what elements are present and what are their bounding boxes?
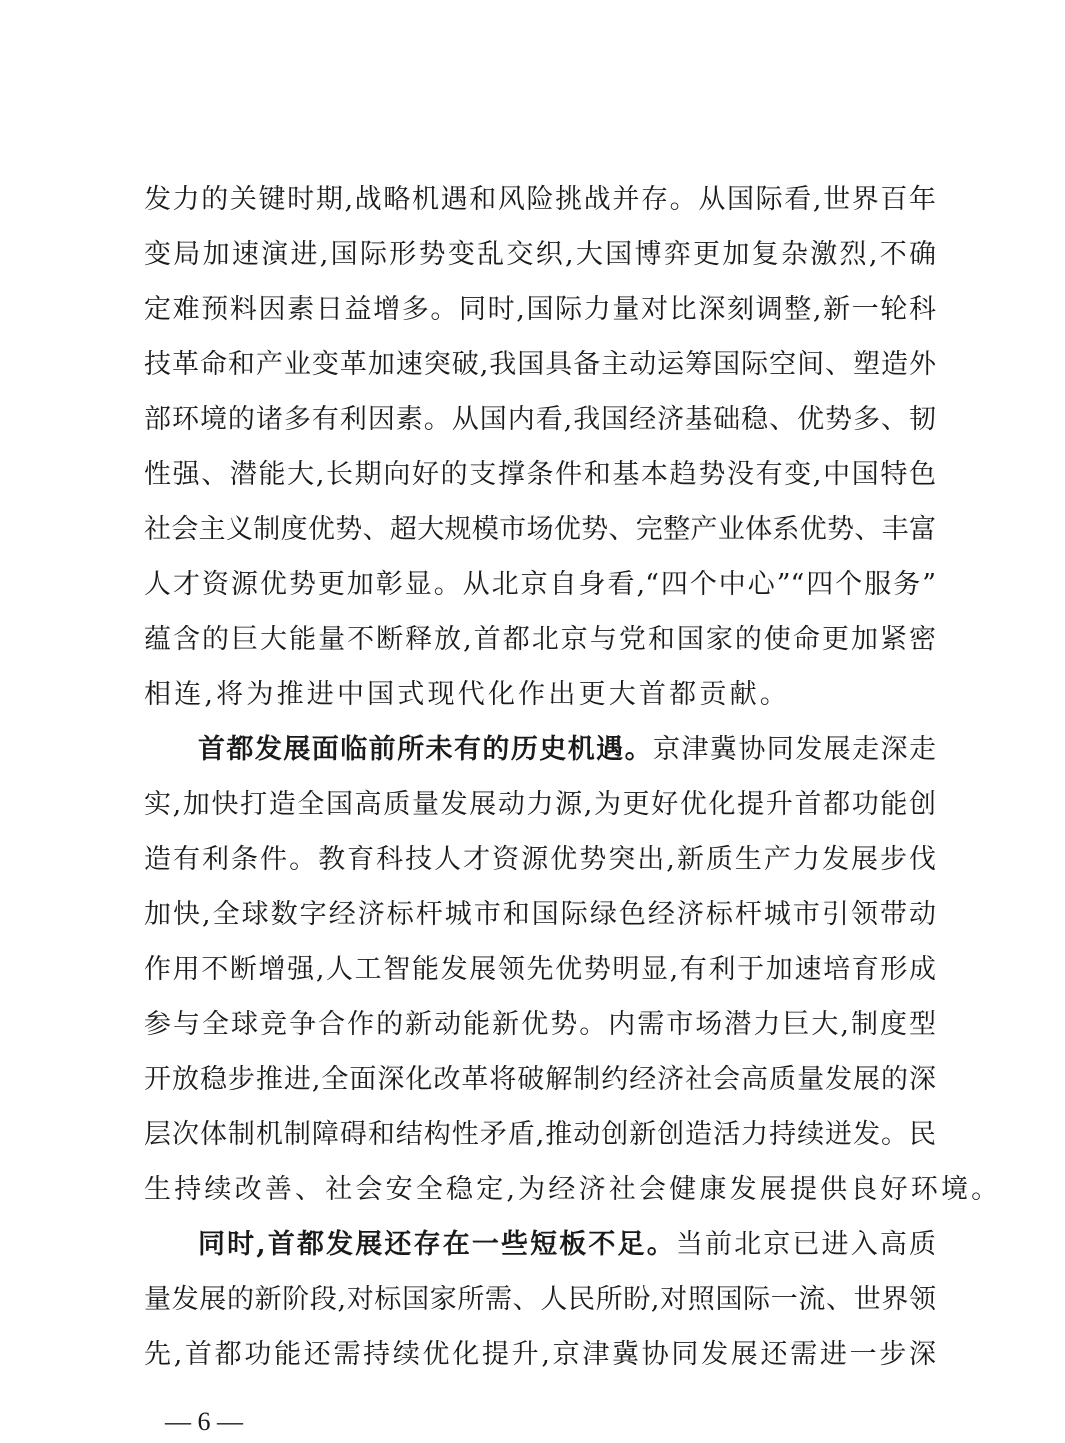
text-line: 技革命和产业变革加速突破,我国具备主动运筹国际空间、塑造外 bbox=[144, 349, 936, 380]
text-line: 开放稳步推进,全面深化改革将破解制约经济社会高质量发展的深 bbox=[144, 1064, 936, 1095]
text-line: 先,首都功能还需持续优化提升,京津冀协同发展还需进一步深 bbox=[144, 1339, 936, 1370]
text-line: 生持续改善、社会安全稳定,为经济社会健康发展提供良好环境。 bbox=[144, 1174, 1002, 1205]
text-line: 部环境的诸多有利因素。从国内看,我国经济基础稳、优势多、韧 bbox=[144, 404, 936, 435]
text-line: 性强、潜能大,长期向好的支撑条件和基本趋势没有变,中国特色 bbox=[144, 459, 936, 490]
text-line: 实,加快打造全国高质量发展动力源,为更好优化提升首都功能创 bbox=[144, 789, 936, 820]
text-line: 社会主义制度优势、超大规模市场优势、完整产业体系优势、丰富 bbox=[144, 514, 936, 545]
text-line: 变局加速演进,国际形势变乱交织,大国博弈更加复杂激烈,不确 bbox=[144, 239, 936, 270]
page-number: — 6 — bbox=[165, 1407, 243, 1436]
text-line: 参与全球竞争合作的新动能新优势。内需市场潜力巨大,制度型 bbox=[144, 1009, 936, 1040]
text-line: 量发展的新阶段,对标国家所需、人民所盼,对照国际一流、世界领 bbox=[144, 1284, 936, 1315]
text-line: 蕴含的巨大能量不断释放,首都北京与党和国家的使命更加紧密 bbox=[144, 624, 936, 655]
text-line: 相连,将为推进中国式现代化作出更大首都贡献。 bbox=[144, 679, 790, 710]
text-line: 造有利条件。教育科技人才资源优势突出,新质生产力发展步伐 bbox=[144, 844, 936, 875]
text-line: 发力的关键时期,战略机遇和风险挑战并存。从国际看,世界百年 bbox=[144, 184, 936, 215]
text-line: 层次体制机制障碍和结构性矛盾,推动创新创造活力持续迸发。民 bbox=[144, 1119, 936, 1150]
text-line: 加快,全球数字经济标杆城市和国际绿色经济标杆城市引领带动 bbox=[144, 899, 936, 930]
text-line: 人才资源优势更加彰显。从北京自身看,“四个中心”“四个服务” bbox=[144, 569, 936, 600]
paragraph-lead-sentence: 同时,首都发展还存在一些短板不足。 bbox=[198, 1229, 676, 1260]
paragraph-start-line: 同时,首都发展还存在一些短板不足。当前北京已进入高质 bbox=[198, 1229, 936, 1260]
paragraph-start-line: 首都发展面临前所未有的历史机遇。京津冀协同发展走深走 bbox=[198, 734, 937, 765]
paragraph-lead-sentence: 首都发展面临前所未有的历史机遇。 bbox=[198, 734, 654, 765]
text-line: 作用不断增强,人工智能发展领先优势明显,有利于加速培育形成 bbox=[144, 954, 936, 985]
text-line: 定难预料因素日益增多。同时,国际力量对比深刻调整,新一轮科 bbox=[144, 294, 936, 325]
